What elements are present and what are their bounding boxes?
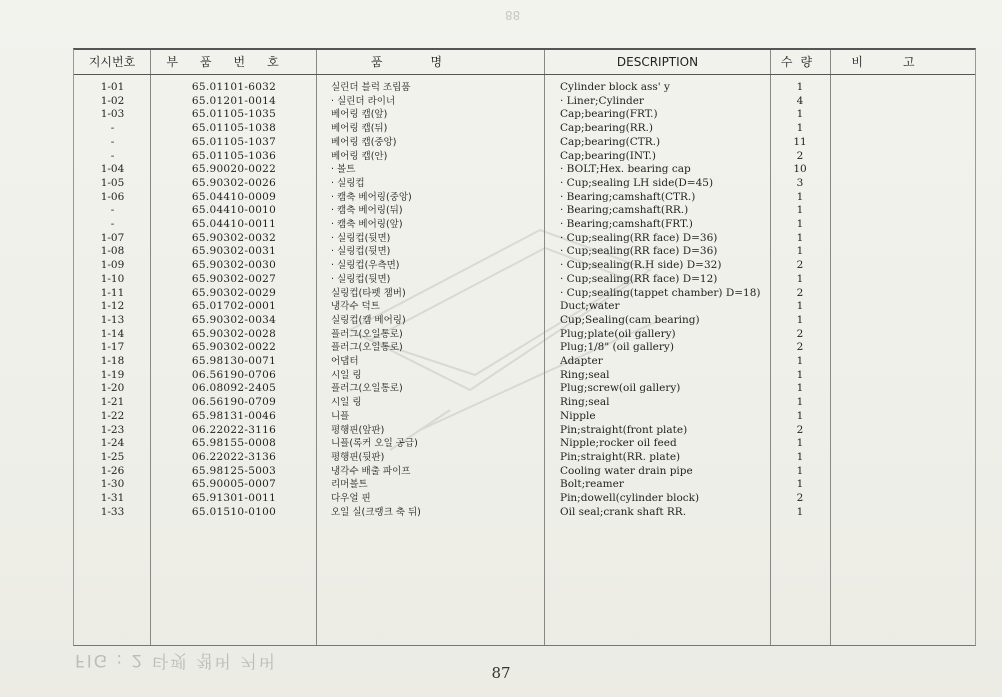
- row-quantity: 1: [796, 122, 804, 135]
- row-quantity: 1: [796, 505, 804, 518]
- row-part-name: · 캠축 베어링(앞): [331, 219, 403, 230]
- row-index: 1-21: [100, 396, 125, 409]
- row-index: 1-09: [100, 259, 125, 272]
- table-row: [74, 506, 975, 520]
- row-index: 1-33: [100, 505, 125, 518]
- row-quantity: 1: [796, 300, 804, 313]
- row-quantity: 11: [793, 135, 807, 148]
- row-index: 1-05: [100, 176, 125, 189]
- row-description: Pin;dowell(cylinder block): [560, 492, 700, 504]
- row-index: 1-23: [100, 423, 125, 436]
- table-row: [74, 478, 975, 492]
- row-part-number: 65.90302-0031: [191, 245, 277, 258]
- row-description: Nipple: [560, 409, 596, 422]
- table-row: [74, 314, 975, 328]
- row-part-name: 실린더 블럭 조립품: [331, 82, 411, 93]
- row-description: · Bearing;camshaft(FRT.): [560, 218, 693, 230]
- row-description: Nipple;rocker oil feed: [560, 437, 677, 450]
- row-index: 1-26: [100, 464, 125, 477]
- row-description: · Bearing;camshaft(RR.): [560, 204, 689, 217]
- row-description: Cap;bearing(RR.): [560, 122, 653, 135]
- row-part-number: 65.01105-1038: [191, 122, 277, 135]
- row-index: 1-25: [100, 450, 125, 463]
- header-part-number: 부품번호: [166, 55, 301, 69]
- row-part-name: 베어링 캡(앞): [331, 109, 388, 121]
- table-row: [74, 369, 975, 383]
- row-part-number: 06.56190-0709: [191, 396, 277, 409]
- row-quantity: 2: [796, 149, 804, 162]
- row-quantity: 2: [796, 327, 804, 340]
- row-description: · Cup;sealing(tappet chamber) D=18): [560, 286, 761, 299]
- row-quantity: 1: [796, 245, 804, 258]
- row-index: 1-14: [100, 327, 125, 340]
- table-row: [74, 300, 975, 314]
- row-part-number: 65.04410-0010: [191, 204, 277, 217]
- row-part-number: 65.90005-0007: [191, 478, 277, 491]
- row-quantity: 1: [796, 355, 804, 367]
- row-part-number: 06.22022-3116: [191, 423, 277, 436]
- row-index: 1-22: [100, 409, 125, 422]
- row-part-name: 냉각수 덕트: [331, 301, 380, 313]
- header-part-name: 품명: [370, 55, 491, 69]
- row-quantity: 1: [796, 396, 804, 409]
- page-number: 87: [491, 664, 511, 682]
- row-quantity: 3: [796, 176, 804, 189]
- table-row: [74, 465, 975, 479]
- row-part-name: 시일 링: [331, 397, 362, 409]
- row-index: -: [110, 149, 115, 162]
- table-row: [74, 382, 975, 396]
- row-description: · BOLT;Hex. bearing cap: [560, 163, 691, 176]
- header-quantity: 수량: [780, 55, 821, 69]
- table-row: [74, 245, 975, 259]
- row-quantity: 4: [796, 94, 804, 107]
- row-description: Cap;bearing(INT.): [560, 149, 656, 162]
- row-part-number: 65.04410-0009: [191, 190, 277, 203]
- row-quantity: 1: [796, 81, 804, 93]
- row-index: 1-19: [100, 368, 125, 381]
- row-part-number: 65.01101-6032: [191, 81, 277, 93]
- row-index: 1-11: [100, 286, 125, 299]
- row-description: Pin;straight(front plate): [560, 423, 688, 436]
- table-row: [74, 355, 975, 369]
- parts-table: [73, 48, 976, 646]
- row-index: 1-30: [100, 478, 125, 491]
- row-index: 1-17: [100, 341, 125, 354]
- row-part-name: 베어링 캡(뒤): [331, 123, 388, 135]
- row-quantity: 1: [796, 382, 804, 395]
- row-quantity: 1: [796, 478, 804, 491]
- row-part-name: 니플(록커 오일 공급): [331, 438, 418, 450]
- row-part-name: · 실링컵(뒷면): [331, 246, 391, 258]
- table-row: [74, 204, 975, 218]
- row-quantity: 1: [796, 231, 804, 244]
- row-part-number: 65.01105-1036: [191, 149, 277, 162]
- row-part-name: · 캠축 베어링(중앙): [331, 191, 412, 203]
- row-description: Cup;Sealing(cam bearing): [560, 313, 700, 326]
- table-row: [74, 218, 975, 232]
- row-part-name: 실링컵(타펫 챔버): [331, 287, 406, 299]
- row-quantity: 1: [796, 437, 804, 450]
- row-part-number: 65.91301-0011: [191, 492, 277, 504]
- row-description: · Cup;sealing(RR face) D=36): [560, 231, 718, 244]
- row-part-name: 리머볼트: [331, 479, 368, 491]
- table-row: [74, 287, 975, 301]
- row-part-name: · 실링컵: [331, 177, 365, 189]
- row-part-name: 니플: [331, 410, 350, 422]
- table-header: [74, 50, 975, 75]
- table-row: [74, 191, 975, 205]
- row-quantity: 2: [796, 259, 804, 272]
- row-part-name: 베어링 캡(안): [331, 150, 388, 162]
- table-row: [74, 81, 975, 95]
- row-quantity: 1: [796, 409, 804, 422]
- bleed-through-page-number: 88: [505, 8, 521, 22]
- row-description: Adapter: [560, 355, 603, 367]
- row-part-name: · 캠축 베어링(뒤): [331, 205, 403, 217]
- row-index: 1-02: [100, 94, 125, 107]
- row-description: Cap;bearing(FRT.): [560, 108, 658, 121]
- row-part-name: 다우얼 핀: [331, 493, 371, 504]
- table-row: [74, 177, 975, 191]
- row-part-name: 오일 실(크랭크 축 뒤): [331, 506, 421, 518]
- table-row: [74, 163, 975, 177]
- row-quantity: 2: [796, 286, 804, 299]
- row-part-number: 65.98130-0071: [191, 355, 277, 367]
- row-index: -: [110, 204, 115, 217]
- row-quantity: 1: [796, 368, 804, 381]
- row-quantity: 1: [796, 272, 804, 285]
- table-row: [74, 396, 975, 410]
- row-part-number: 65.04410-0011: [191, 218, 277, 230]
- row-part-number: 65.90302-0026: [191, 176, 277, 189]
- bleed-through-caption: FIG : 2 타펫 챔버 커버: [75, 650, 278, 670]
- row-part-number: 65.90302-0027: [191, 272, 277, 285]
- row-index: 1-03: [100, 108, 125, 121]
- row-part-number: 65.90302-0029: [191, 286, 277, 299]
- row-part-name: 냉각수 배출 파이프: [331, 465, 411, 477]
- row-part-number: 65.98125-5003: [191, 464, 277, 477]
- row-part-name: · 실링컵(우측면): [331, 260, 400, 272]
- row-part-name: 평행핀(앞판): [331, 424, 385, 436]
- row-index: -: [110, 218, 115, 230]
- table-row: [74, 122, 975, 136]
- table-row: [74, 232, 975, 246]
- row-part-number: 65.98155-0008: [191, 437, 277, 450]
- row-description: · Cup;sealing(RR face) D=36): [560, 245, 718, 258]
- row-index: 1-20: [100, 382, 125, 395]
- row-part-number: 65.98131-0046: [191, 409, 277, 422]
- row-part-number: 06.56190-0706: [191, 368, 277, 381]
- row-quantity: 1: [796, 218, 804, 230]
- table-row: [74, 108, 975, 122]
- row-quantity: 2: [796, 492, 804, 504]
- table-row: [74, 424, 975, 438]
- row-part-number: 65.90302-0034: [191, 313, 277, 326]
- table-row: [74, 410, 975, 424]
- row-part-name: 실링컵(캠 베어링): [331, 314, 406, 326]
- table-row: [74, 437, 975, 451]
- row-quantity: 10: [793, 163, 807, 176]
- row-index: 1-10: [100, 272, 125, 285]
- row-part-name: · 볼트: [331, 164, 356, 176]
- header-description: DESCRIPTION: [616, 55, 699, 69]
- row-description: Plug;1/8" (oil gallery): [560, 341, 674, 354]
- table-row: [74, 492, 975, 506]
- row-quantity: 1: [796, 204, 804, 217]
- row-part-name: · 실링컵(뒷면): [331, 273, 391, 285]
- table-row: [74, 328, 975, 342]
- table-row: [74, 150, 975, 164]
- row-index: 1-12: [100, 300, 125, 313]
- row-quantity: 1: [796, 313, 804, 326]
- row-index: 1-07: [100, 231, 125, 244]
- row-description: · Cup;sealing(RR face) D=12): [560, 272, 718, 285]
- row-quantity: 1: [796, 108, 804, 121]
- row-part-number: 65.90302-0032: [191, 231, 277, 244]
- row-part-name: 평행핀(뒷판): [331, 451, 385, 463]
- row-part-number: 06.22022-3136: [191, 450, 277, 463]
- row-part-number: 65.01105-1037: [191, 135, 277, 148]
- header-remarks: 비고: [851, 55, 955, 69]
- row-part-name: · 실링컵(뒷면): [331, 232, 391, 244]
- row-part-number: 65.90302-0022: [191, 341, 277, 354]
- table-row: [74, 259, 975, 273]
- header-index: 지시번호: [88, 55, 136, 69]
- row-index: -: [110, 122, 115, 135]
- table-row: [74, 451, 975, 465]
- row-part-number: 65.90302-0028: [191, 327, 277, 340]
- row-index: -: [110, 135, 115, 148]
- row-part-name: 플러그(오일통로): [331, 383, 403, 395]
- row-description: Cap;bearing(CTR.): [560, 135, 661, 148]
- row-part-number: 65.01510-0100: [191, 505, 277, 518]
- row-description: · Cup;sealing LH side(D=45): [560, 176, 714, 189]
- row-description: · Liner;Cylinder: [560, 94, 644, 107]
- row-description: Cylinder block ass' y: [560, 81, 670, 93]
- row-description: Oil seal;crank shaft RR.: [560, 505, 687, 518]
- row-index: 1-04: [100, 163, 125, 176]
- row-index: 1-01: [100, 81, 125, 93]
- row-description: Ring;seal: [560, 396, 610, 409]
- row-part-name: 베어링 캡(중앙): [331, 136, 397, 148]
- row-index: 1-13: [100, 313, 125, 326]
- row-description: · Bearing;camshaft(CTR.): [560, 190, 696, 203]
- row-description: Pin;straight(RR. plate): [560, 450, 681, 463]
- row-part-number: 65.01702-0001: [191, 300, 277, 313]
- row-index: 1-06: [100, 190, 125, 203]
- row-part-number: 65.90302-0030: [191, 259, 277, 272]
- table-row: [74, 341, 975, 355]
- table-row: [74, 136, 975, 150]
- row-description: · Cup;sealing(R.H side) D=32): [560, 259, 722, 272]
- row-part-name: 플러그(오일통로): [331, 342, 403, 354]
- row-description: Cooling water drain pipe: [560, 464, 693, 477]
- row-part-number: 65.90020-0022: [191, 163, 277, 176]
- row-description: Ring;seal: [560, 368, 610, 381]
- row-index: 1-18: [100, 355, 125, 367]
- table-row: [74, 95, 975, 109]
- table-row: [74, 273, 975, 287]
- row-quantity: 1: [796, 190, 804, 203]
- row-part-name: 시일 링: [331, 369, 362, 381]
- row-index: 1-24: [100, 437, 125, 450]
- row-quantity: 1: [796, 464, 804, 477]
- row-part-name: 어댑터: [331, 356, 359, 367]
- row-quantity: 1: [796, 450, 804, 463]
- row-index: 1-08: [100, 245, 125, 258]
- row-description: Duct;water: [560, 300, 620, 313]
- row-part-number: 65.01105-1035: [191, 108, 277, 121]
- row-quantity: 2: [796, 423, 804, 436]
- row-part-name: · 실린더 라이너: [331, 95, 396, 107]
- row-part-number: 06.08092-2405: [191, 382, 277, 395]
- row-part-number: 65.01201-0014: [191, 94, 277, 107]
- row-index: 1-31: [100, 492, 125, 504]
- row-description: Bolt;reamer: [560, 478, 624, 491]
- row-description: Plug;screw(oil gallery): [560, 382, 681, 395]
- row-description: Plug;plate(oil gallery): [560, 327, 676, 340]
- row-quantity: 2: [796, 341, 804, 354]
- row-part-name: 플러그(오일통로): [331, 328, 403, 340]
